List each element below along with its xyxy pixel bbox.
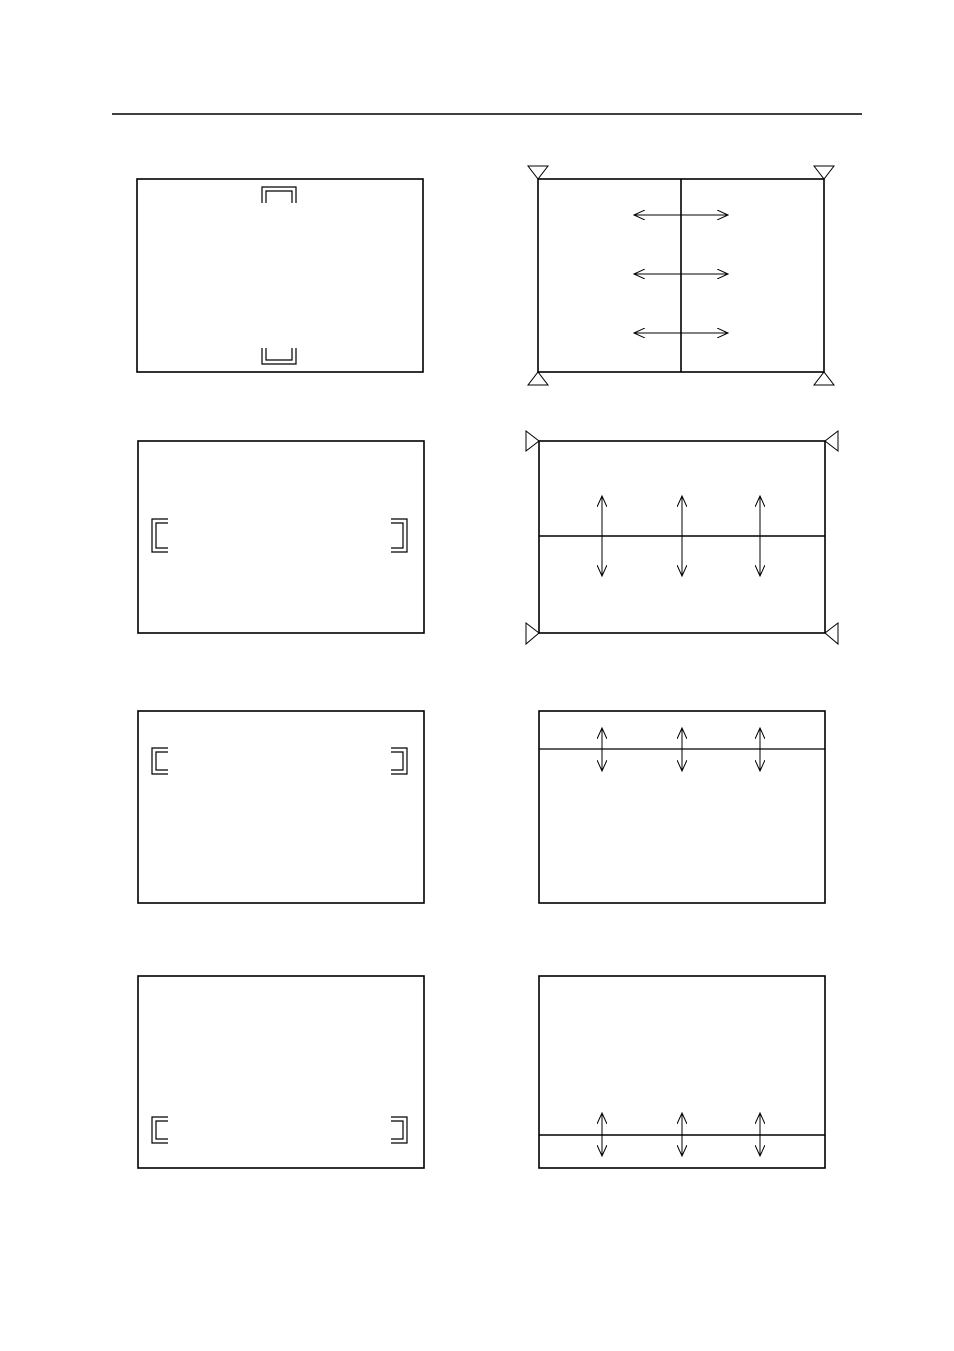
panel-r1 — [528, 166, 834, 385]
panel-r2 — [526, 431, 838, 644]
panel-r4 — [539, 976, 825, 1168]
clip-marker-right — [391, 1117, 407, 1143]
panel-l3 — [138, 711, 424, 903]
panel-frame — [138, 711, 424, 903]
panel-frame — [138, 976, 424, 1168]
corner-triangle — [825, 431, 838, 451]
panel-frame — [138, 441, 424, 633]
corner-triangle — [528, 372, 548, 385]
panel-l1 — [137, 179, 423, 372]
clip-marker-left — [152, 519, 168, 552]
clip-marker-top — [262, 187, 296, 203]
corner-triangle — [528, 166, 548, 179]
panel-frame — [137, 179, 423, 372]
clip-marker-left — [152, 748, 168, 774]
corner-triangle — [526, 431, 539, 451]
clip-marker-right — [391, 519, 407, 552]
corner-triangle — [825, 623, 838, 644]
corner-triangle — [814, 166, 834, 179]
clip-marker-right — [391, 748, 407, 774]
panel-l4 — [138, 976, 424, 1168]
corner-triangle — [814, 372, 834, 385]
corner-triangle — [526, 623, 539, 644]
clip-marker-left — [152, 1117, 168, 1143]
panel-r3 — [539, 711, 825, 903]
panel-l2 — [138, 441, 424, 633]
clip-marker-bottom — [262, 348, 296, 364]
